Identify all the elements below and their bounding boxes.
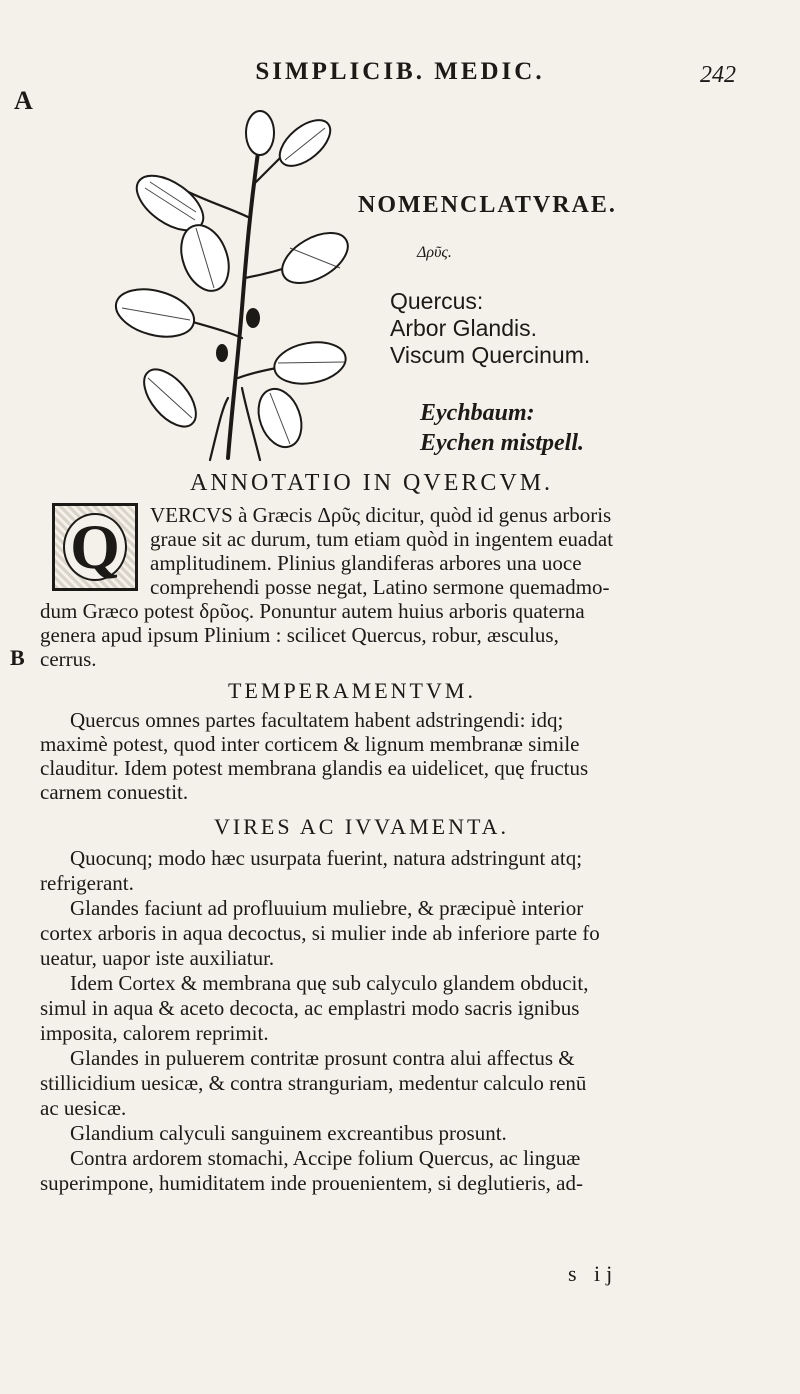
latin-name: Quercus: [390, 288, 484, 314]
signature-mark: s ij [568, 1261, 619, 1286]
german-name: Eychen mistpell. [420, 430, 584, 456]
german-names [420, 398, 584, 458]
text-line: stillicidium uesicæ, & contra stranguriam, medentur calculo renū [40, 1071, 587, 1095]
text-line: maximè potest, quod inter corticem & lignum membranæ simile [40, 732, 580, 756]
running-head: SIMPLICIB. MEDIC. [255, 58, 545, 85]
text-line: cerrus. [40, 647, 97, 671]
greek-name: Δρῦς. [417, 244, 452, 261]
text-line: ac uesicæ. [40, 1096, 127, 1120]
initial-letter: Q [63, 513, 127, 581]
text-line: Glandes faciunt ad profluuium muliebre, & præcipuè interior [70, 896, 584, 920]
text-line: genera apud ipsum Plinium : scilicet Quercus, robur, æsculus, [40, 623, 559, 647]
text-line: Idem Cortex & membrana quę sub calyculo glandem obducit, [70, 971, 589, 995]
text-line: dum Græco potest δρῦος. Ponuntur autem huius arboris quaterna [40, 599, 585, 623]
text-line: Quocunq; modo hæc usurpata fuerint, natura adstringunt atq; [70, 846, 583, 870]
text-line: refrigerant. [40, 871, 134, 895]
text-line: ueatur, uapor iste auxiliatur. [40, 946, 275, 970]
text-line: clauditur. Idem potest membrana glandis ea uidelicet, quę fructus [40, 756, 589, 780]
temperamentum-heading: TEMPERAMENTVM. [228, 678, 476, 703]
margin-letter-b: B [10, 645, 25, 670]
german-name: Eychbaum: [420, 400, 535, 426]
latin-name: Arbor Glandis. [390, 315, 538, 341]
vires-heading: VIRES AC IVVAMENTA. [214, 814, 510, 839]
text-line: carnem conuestit. [40, 780, 189, 804]
text-line: graue sit ac durum, tum etiam quòd in ingentem euadat [150, 527, 614, 551]
oak-branch-woodcut [110, 108, 350, 463]
nomenclature-heading: NOMENCLATVRAE. [358, 192, 617, 218]
margin-letter-a: A [14, 86, 33, 115]
text-line: amplitudinem. Plinius glandiferas arbores una uoce [150, 551, 582, 575]
text-line: Glandium calyculi sanguinem excreantibus prosunt. [70, 1121, 507, 1145]
text-line: Contra ardorem stomachi, Accipe folium Quercus, ac linguæ [70, 1146, 581, 1170]
text-line: Quercus omnes partes facultatem habent adstringendi: idq; [70, 708, 564, 732]
text-line: cortex arboris in aqua decoctus, si mulier inde ab inferiore parte fo [40, 921, 600, 945]
annotatio-heading: ANNOTATIO IN QVERCVM. [190, 470, 554, 496]
text-line: imposita, calorem reprimit. [40, 1021, 269, 1045]
text-line: Glandes in puluerem contritæ prosunt contra alui affectus & [70, 1046, 575, 1070]
text-line: simul in aqua & aceto decocta, ac emplastri modo sacris ignibus [40, 996, 580, 1020]
text-line: superimpone, humiditatem inde prouenientem, si deglutieris, ad- [40, 1171, 583, 1195]
page-number: 242 [700, 62, 736, 88]
decorated-initial [52, 503, 138, 591]
text-line: comprehendi posse negat, Latino sermone quemadmo- [150, 575, 610, 599]
latin-name: Viscum Quercinum. [390, 342, 591, 368]
text-line: VERCVS à Græcis Δρῦς dicitur, quòd id genus arboris [150, 503, 612, 527]
latin-names [390, 288, 590, 369]
